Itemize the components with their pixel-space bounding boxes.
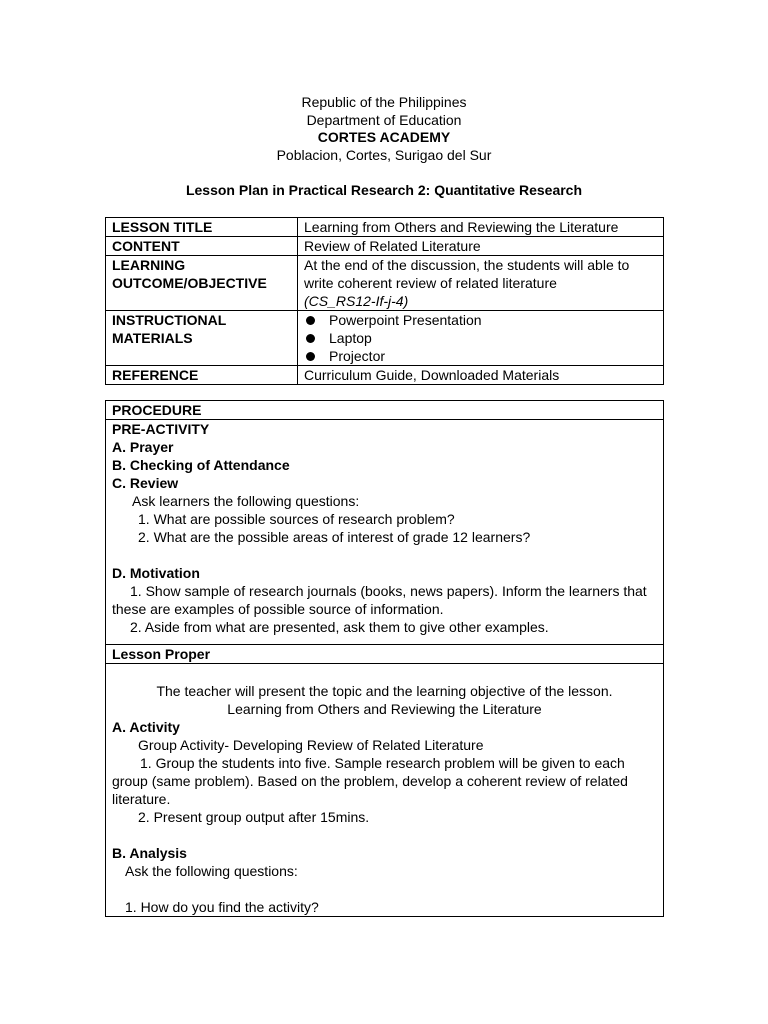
analysis-question-1: 1. How do you find the activity? (125, 899, 319, 915)
list-item (304, 329, 657, 347)
lesson-intro: The teacher will present the topic and the learning objective of the lesson. (156, 683, 613, 699)
list-item (304, 347, 657, 365)
lesson-plan-title: Lesson Plan in Practical Research 2: Quantitative Research (185, 182, 583, 198)
table-row (106, 256, 664, 311)
content-label: CONTENT (106, 237, 298, 256)
list-item (304, 311, 657, 329)
review-intro: Ask learners the following questions: (132, 493, 360, 509)
lesson-title-label: LESSON TITLE (106, 218, 298, 237)
motivation-item-2: 2. Aside from what are presented, ask them to give other examples. (130, 619, 549, 635)
table-row (106, 218, 664, 237)
activity-heading: A. Activity (112, 719, 180, 735)
bullet-icon (306, 334, 315, 343)
activity-item-1: 1. Group the students into five. Sample research problem will be given to each group (same problem). Based on the problem, develop a coherent review of related literature. (112, 755, 628, 807)
materials-list (298, 311, 664, 366)
outcome-label-line2: OUTCOME/OBJECTIVE (112, 275, 267, 291)
table-row (106, 645, 664, 664)
reference-value: Curriculum Guide, Downloaded Materials (298, 366, 664, 385)
bullet-icon (306, 352, 315, 361)
review-question-2: 2. What are the possible areas of interest of grade 12 learners? (138, 529, 531, 545)
spacer (112, 664, 657, 682)
materials-label-line1: INSTRUCTIONAL (112, 312, 227, 328)
table-row (106, 420, 664, 645)
document-header (0, 94, 768, 164)
analysis-intro: Ask the following questions: (125, 863, 298, 879)
lesson-proper-cell (106, 664, 664, 917)
materials-label (106, 311, 298, 366)
prayer-heading: A. Prayer (112, 439, 174, 455)
lesson-title-value: Learning from Others and Reviewing the Literature (298, 218, 664, 237)
department-line: Department of Education (306, 111, 462, 128)
republic-line: Republic of the Philippines (301, 94, 467, 110)
activity-item-2: 2. Present group output after 15mins. (138, 809, 370, 825)
procedure-table (105, 400, 664, 917)
pre-activity-cell (106, 420, 664, 645)
attendance-heading: B. Checking of Attendance (112, 457, 290, 473)
outcome-code: (CS_RS12-If-j-4) (304, 293, 409, 309)
spacer (112, 636, 657, 644)
outcome-label (106, 256, 298, 311)
lesson-info-table (105, 217, 664, 385)
activity-title: Group Activity- Developing Review of Related Literature (138, 737, 484, 753)
school-address: Poblacion, Cortes, Surigao del Sur (276, 146, 492, 163)
table-row (106, 237, 664, 256)
outcome-value: At the end of the discussion, the students will able to write coherent review of related literature (304, 257, 630, 291)
table-row (106, 664, 664, 917)
lesson-topic: Learning from Others and Reviewing the Literature (227, 701, 542, 717)
spacer (112, 880, 657, 898)
content-value: Review of Related Literature (298, 237, 664, 256)
material-item: Powerpoint Presentation (329, 312, 482, 328)
procedure-heading: PROCEDURE (106, 401, 664, 420)
pre-activity-heading: PRE-ACTIVITY (112, 421, 210, 437)
material-item: Laptop (329, 330, 372, 346)
table-row (106, 366, 664, 385)
bullet-icon (306, 316, 315, 325)
analysis-heading: B. Analysis (112, 845, 187, 861)
review-heading: C. Review (112, 475, 179, 491)
reference-label: REFERENCE (106, 366, 298, 385)
table-row (106, 311, 664, 366)
spacer (112, 826, 657, 844)
motivation-heading: D. Motivation (112, 565, 200, 581)
motivation-item-1: 1. Show sample of research journals (books, news papers). Inform the learners that these are examples of possible source of information. (112, 583, 647, 617)
review-question-1: 1. What are possible sources of research problem? (138, 511, 455, 527)
school-name: CORTES ACADEMY (317, 129, 451, 145)
spacer (112, 546, 657, 564)
materials-label-line2: MATERIALS (112, 330, 193, 346)
material-item: Projector (329, 348, 386, 364)
outcome-label-line1: LEARNING (112, 257, 186, 273)
lesson-proper-heading: Lesson Proper (106, 645, 664, 664)
table-row (106, 401, 664, 420)
outcome-value-cell (298, 256, 664, 311)
